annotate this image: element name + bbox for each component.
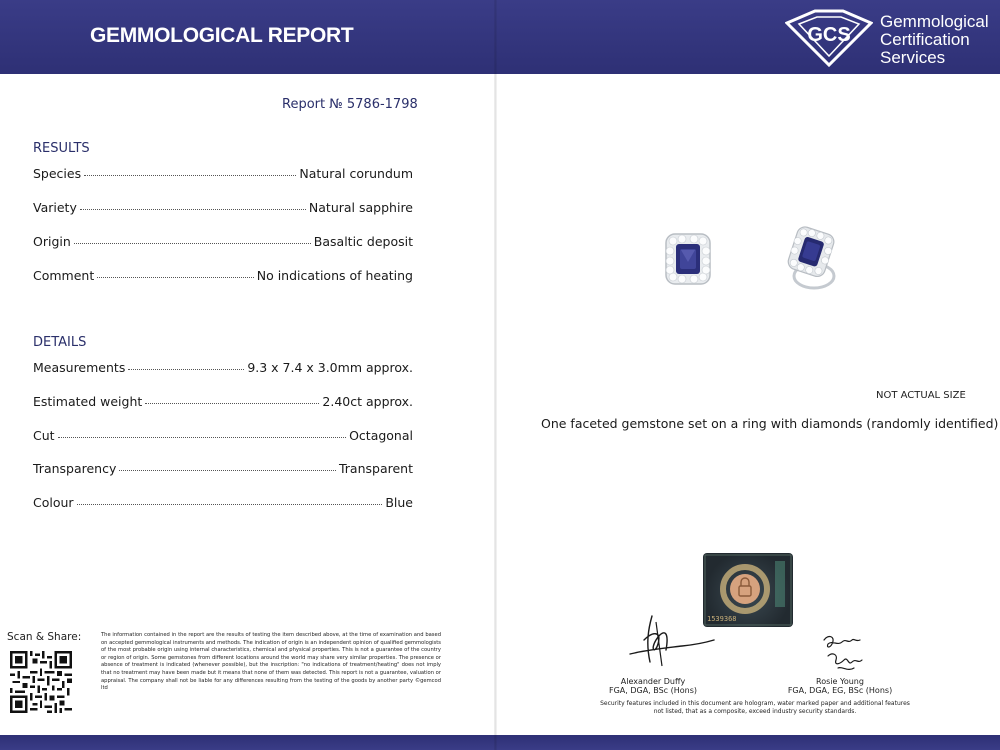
not-actual-size-note: NOT ACTUAL SIZE — [876, 390, 966, 401]
details-row-colour — [33, 495, 413, 513]
dot-leader — [74, 233, 311, 244]
row-label: Cut — [33, 428, 55, 443]
results-row-origin — [33, 234, 413, 252]
row-label: Variety — [33, 200, 77, 215]
details-row-cut — [33, 428, 413, 446]
signature-duffy-icon — [622, 610, 718, 672]
page-fold — [494, 0, 497, 750]
dot-leader — [77, 494, 383, 505]
footer-band — [0, 735, 1000, 750]
details-row-measurements — [33, 360, 413, 378]
row-label: Estimated weight — [33, 394, 143, 409]
results-row-variety — [33, 200, 413, 218]
row-label: Measurements — [33, 360, 126, 375]
hologram-serial: 1539368 — [707, 615, 737, 623]
details-title: DETAILS — [33, 335, 87, 350]
brand-line: Gemmological — [880, 12, 989, 31]
details-row-weight — [33, 394, 413, 412]
row-label: Transparency — [33, 461, 117, 476]
photo-caption: One faceted gemstone set on a ring with diamonds (randomly identified) — [541, 416, 999, 431]
dot-leader — [145, 393, 319, 404]
row-value: Natural corundum — [299, 166, 413, 181]
scan-share-label: Scan & Share: — [7, 631, 82, 643]
row-label: Comment — [33, 268, 95, 283]
gcs-logo-icon — [785, 9, 873, 67]
disclaimer-text: The information contained in the report are the results of testing the item described above, at the time of examination and based on accepted gemmological instruments and methods. The indication of origin is an independent opinion of qualified gemmologists of the most probable origin using internal characteristics, chemical and physical properties. This is not a guarantee of the country or region of origin. Some gemstones from different locations around the world may share very similar properties. The presence or absence of treatment is indicated (whenever possible), but the inscription: "no indications of treatment/heating" does not imply that no treatment may have been made but it means that none of them was detected. This report is not a guarantee, valuation or appraisal. The company shall not be liable for any differences resulting from the testing of the goods by another party ©gemcod ltd — [101, 632, 441, 692]
results-row-species — [33, 166, 413, 184]
qr-code[interactable] — [10, 651, 72, 713]
row-value: Natural sapphire — [308, 200, 413, 215]
report-heading: GEMMOLOGICAL REPORT — [90, 24, 354, 47]
row-label: Species — [33, 166, 82, 181]
row-label: Origin — [33, 234, 71, 249]
signatory-credentials: FGA, DGA, EG, BSc (Hons) — [787, 686, 893, 695]
row-value: 9.3 x 7.4 x 3.0mm approx. — [247, 360, 413, 375]
row-value: Basaltic deposit — [313, 234, 413, 249]
row-value: Transparent — [338, 461, 413, 476]
signatory-name: Rosie Young — [816, 677, 864, 686]
ring-top-view-photo — [664, 232, 712, 286]
signatory-name: Alexander Duffy — [620, 677, 686, 686]
svg-text:GCS: GCS — [807, 24, 851, 46]
details-row-transparency — [33, 461, 413, 479]
row-label: Colour — [33, 495, 74, 510]
signatory-young — [780, 677, 900, 695]
row-value: Octagonal — [349, 428, 413, 443]
report-number: Report № 5786-1798 — [282, 97, 418, 112]
row-value: Blue — [385, 495, 413, 510]
row-value: 2.40ct approx. — [322, 394, 413, 409]
results-title: RESULTS — [33, 141, 90, 156]
dot-leader — [80, 199, 306, 210]
ring-angled-view-photo — [782, 224, 842, 294]
security-note: Security features included in this document are hologram, water marked paper and additional features not listed, that as a composite, exceed industry security standards. — [600, 700, 910, 715]
signatory-credentials: FGA, DGA, BSc (Hons) — [608, 686, 698, 695]
brand-line: Services — [880, 48, 946, 67]
brand-line: Certification — [880, 30, 970, 49]
dot-leader — [119, 460, 336, 471]
row-value: No indications of heating — [256, 268, 413, 283]
dot-leader — [58, 427, 347, 438]
results-row-comment — [33, 268, 413, 286]
brand-name — [880, 13, 989, 67]
dot-leader — [97, 267, 253, 278]
signature-young-icon — [818, 632, 868, 676]
dot-leader — [128, 359, 244, 370]
dot-leader — [84, 165, 296, 176]
signatory-duffy — [603, 677, 703, 695]
